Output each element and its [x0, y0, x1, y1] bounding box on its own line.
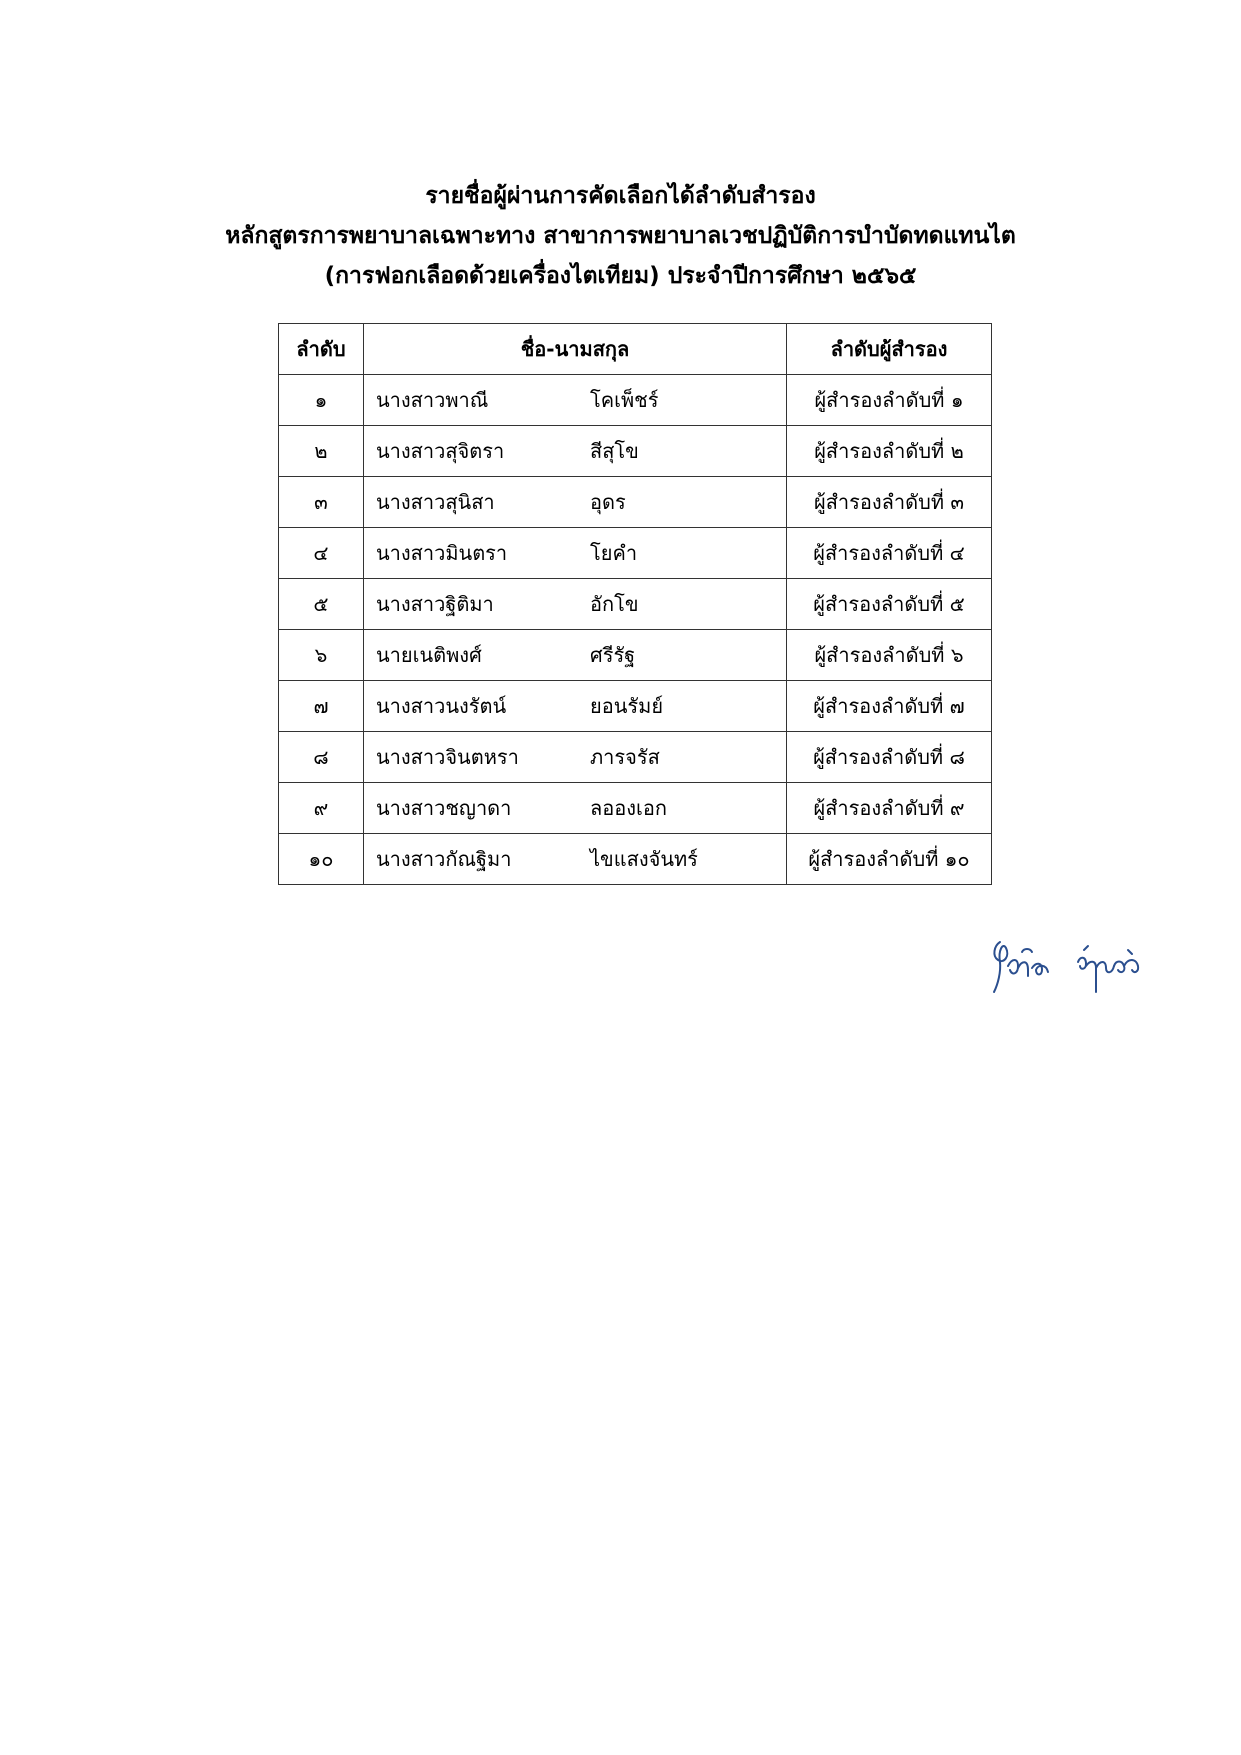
table-row	[279, 375, 992, 426]
header-name: ชื่อ-นามสกุล	[364, 324, 787, 375]
first-name: นางสาวจินตหรา	[364, 732, 581, 783]
last-name: อักโข	[580, 579, 787, 630]
reserve-rank: ผู้สำรองลำดับที่ ๓	[787, 477, 992, 528]
last-name: ลอองเอก	[580, 783, 787, 834]
row-number: ๙	[279, 783, 364, 834]
reserve-rank: ผู้สำรองลำดับที่ ๕	[787, 579, 992, 630]
table-row	[279, 579, 992, 630]
last-name: ยอนรัมย์	[580, 681, 787, 732]
first-name: นางสาวพาณี	[364, 375, 581, 426]
reserve-rank: ผู้สำรองลำดับที่ ๗	[787, 681, 992, 732]
first-name: นายเนติพงศ์	[364, 630, 581, 681]
reserve-rank: ผู้สำรองลำดับที่ ๔	[787, 528, 992, 579]
first-name: นางสาวกัณฐิมา	[364, 834, 581, 885]
reserve-rank: ผู้สำรองลำดับที่ ๑๐	[787, 834, 992, 885]
table-row	[279, 732, 992, 783]
table-row	[279, 834, 992, 885]
row-number: ๓	[279, 477, 364, 528]
reserve-rank: ผู้สำรองลำดับที่ ๒	[787, 426, 992, 477]
last-name: ภารจรัส	[580, 732, 787, 783]
first-name: นางสาวสุนิสา	[364, 477, 581, 528]
table-row	[279, 528, 992, 579]
row-number: ๑๐	[279, 834, 364, 885]
row-number: ๑	[279, 375, 364, 426]
document-header	[0, 176, 1241, 296]
title-line-2: หลักสูตรการพยาบาลเฉพาะทาง สาขาการพยาบาลเวชปฏิบัติการบำบัดทดแทนไต	[225, 223, 1016, 249]
table-row	[279, 630, 992, 681]
handwritten-signature	[988, 932, 1148, 1006]
reserve-rank: ผู้สำรองลำดับที่ ๙	[787, 783, 992, 834]
last-name: ศรีรัฐ	[580, 630, 787, 681]
row-number: ๖	[279, 630, 364, 681]
header-rank: ลำดับผู้สำรอง	[787, 324, 992, 375]
title-line-1: รายชื่อผู้ผ่านการคัดเลือกได้ลำดับสำรอง	[425, 183, 816, 209]
reserve-rank: ผู้สำรองลำดับที่ ๘	[787, 732, 992, 783]
first-name: นางสาวสุจิตรา	[364, 426, 581, 477]
last-name: ไขแสงจันทร์	[580, 834, 787, 885]
first-name: นางสาวนงรัตน์	[364, 681, 581, 732]
reserve-rank: ผู้สำรองลำดับที่ ๖	[787, 630, 992, 681]
table-row	[279, 426, 992, 477]
first-name: นางสาวฐิติมา	[364, 579, 581, 630]
signature-graphic	[988, 932, 1148, 1006]
table-row	[279, 477, 992, 528]
table-row	[279, 783, 992, 834]
table-header-row	[279, 324, 992, 375]
title-line-3: (การฟอกเลือดด้วยเครื่องไตเทียม) ประจำปีการศึกษา ๒๕๖๕	[324, 263, 917, 289]
last-name: โคเพ็ชร์	[580, 375, 787, 426]
last-name: สีสุโข	[580, 426, 787, 477]
first-name: นางสาวมินตรา	[364, 528, 581, 579]
last-name: โยคำ	[580, 528, 787, 579]
row-number: ๗	[279, 681, 364, 732]
first-name: นางสาวชญาดา	[364, 783, 581, 834]
reserve-list-table	[278, 323, 992, 885]
row-number: ๕	[279, 579, 364, 630]
row-number: ๒	[279, 426, 364, 477]
table-row	[279, 681, 992, 732]
row-number: ๘	[279, 732, 364, 783]
row-number: ๔	[279, 528, 364, 579]
last-name: อุดร	[580, 477, 787, 528]
reserve-rank: ผู้สำรองลำดับที่ ๑	[787, 375, 992, 426]
header-no: ลำดับ	[279, 324, 364, 375]
